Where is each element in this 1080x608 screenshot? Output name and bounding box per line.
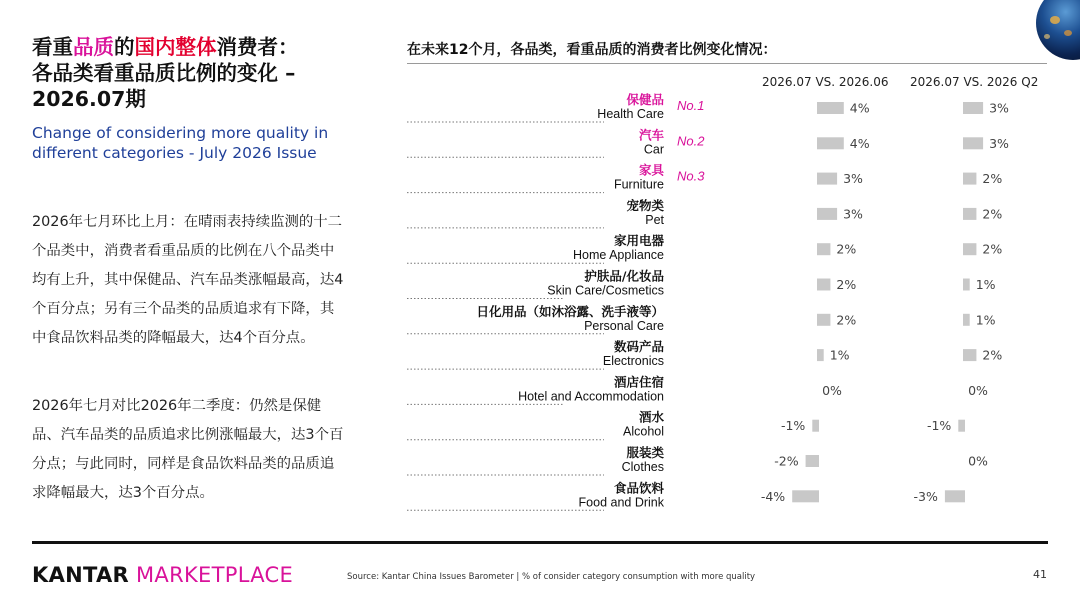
summary-paragraph-mom: 2026年七月环比上月：在晴雨表持续监测的十二个品类中，消费者看重品质的比例在八个品类中均有上升，其中保健品、汽车品类涨幅最高，达4个百分点；另有三个品类的品质追求有下降，其中食品饮料品类的降幅最大，达4个百分点。 <box>32 214 344 346</box>
data-label: 0% <box>822 382 842 398</box>
bar <box>963 137 983 149</box>
data-label: 3% <box>843 171 863 187</box>
bar <box>963 279 970 291</box>
category-label-cn: 酒店住宿 <box>613 374 664 390</box>
category-label-cn: 汽车 <box>638 127 664 143</box>
bar <box>963 208 976 220</box>
bar <box>817 314 830 326</box>
series-header-qoq: 2026.07 VS. 2026 Q2 <box>910 75 1039 89</box>
data-label: 1% <box>975 312 996 328</box>
data-label: -3% <box>913 488 938 504</box>
data-label: 2% <box>836 241 857 257</box>
footer-divider <box>32 541 1048 544</box>
data-label: -2% <box>774 453 799 469</box>
rank-label: No.1 <box>677 98 705 113</box>
bar <box>792 490 819 502</box>
category-label-en: Personal Care <box>584 318 664 333</box>
category-label-en: Food and Drink <box>578 495 664 510</box>
source-note: Source: Kantar China Issues Barometer | % of consider category consumption with more quality <box>347 572 756 582</box>
data-label: 2% <box>982 347 1003 363</box>
category-label-cn: 保健品 <box>626 92 664 107</box>
category-label-en: Car <box>643 142 664 157</box>
data-label: -1% <box>780 418 806 434</box>
data-label: 2% <box>982 206 1003 222</box>
data-label: 2% <box>836 312 857 328</box>
category-label-cn: 数码产品 <box>613 339 664 355</box>
bar <box>817 243 830 255</box>
rank-label: No.2 <box>677 133 705 149</box>
category-label-cn: 宠物类 <box>626 197 664 213</box>
bar <box>963 243 976 255</box>
bar <box>963 102 983 114</box>
kantar-marketplace-logo: KANTAR MARKETPLACE <box>32 563 294 587</box>
data-label: -4% <box>760 488 786 504</box>
category-label-en: Alcohol <box>623 424 664 439</box>
category-label-en: Electronics <box>602 354 664 369</box>
bar <box>817 137 844 149</box>
rank-label: No.3 <box>677 168 705 184</box>
data-label: 3% <box>989 100 1009 116</box>
data-label: 4% <box>849 135 870 151</box>
page-title: 看重品质的国内整体消费者： 各品类看重品质比例的变化 – 2026.07期 <box>32 35 299 111</box>
bar <box>963 314 970 326</box>
data-label: 4% <box>849 100 870 116</box>
data-label: 2% <box>982 171 1003 187</box>
bar <box>817 173 837 185</box>
data-label: 0% <box>968 382 988 398</box>
category-label-en: Clothes <box>621 460 664 474</box>
category-label-cn: 家具 <box>638 162 664 178</box>
category-label-cn: 服装类 <box>626 445 664 460</box>
bar <box>812 420 819 432</box>
bar <box>817 208 837 220</box>
data-label: 1% <box>829 347 850 363</box>
bar <box>958 420 965 432</box>
category-label-cn: 酒水 <box>638 409 664 425</box>
category-label-en: Health Care <box>597 107 664 121</box>
chart-title: 在未来12个月，各品类，看重品质的消费者比例变化情况： <box>407 42 777 58</box>
bar <box>817 349 824 361</box>
data-label: 3% <box>843 206 863 222</box>
series-header-mom: 2026.07 VS. 2026.06 <box>762 75 889 89</box>
data-label: 2% <box>836 277 857 292</box>
bar <box>945 490 965 502</box>
data-label: 2% <box>982 241 1003 257</box>
bar <box>817 279 830 291</box>
category-label-en: Skin Care/Cosmetics <box>547 283 664 298</box>
summary-paragraph-qoq: 2026年七月对比2026年二季度：仍然是保健品、汽车品类的品质追求比例涨幅最大，达3个百分点；与此同时，同样是食品饮料品类的品质追求降幅最大，达3个百分点。 <box>32 398 344 501</box>
category-label-cn: 食品饮料 <box>613 480 664 496</box>
bar <box>817 102 844 114</box>
category-label-cn: 日化用品（如沐浴露、洗手液等） <box>476 303 664 319</box>
data-label: 3% <box>989 135 1009 151</box>
data-label: 1% <box>975 277 996 292</box>
bar <box>963 173 976 185</box>
category-label-en: Furniture <box>613 177 664 192</box>
category-label-en: Home Appliance <box>572 248 664 263</box>
category-label-en: Hotel and Accommodation <box>518 389 664 404</box>
data-label: -1% <box>926 418 952 434</box>
category-label-cn: 护肤品/化妆品 <box>584 268 664 284</box>
page-subtitle: Change of considering more quality in different categories - July 2026 Issue <box>32 124 329 162</box>
page-number: 41 <box>1033 568 1047 581</box>
bar <box>806 455 819 467</box>
bar <box>963 349 976 361</box>
data-label: 0% <box>968 453 988 469</box>
category-label-en: Pet <box>645 212 664 227</box>
category-label-cn: 家用电器 <box>613 233 664 249</box>
